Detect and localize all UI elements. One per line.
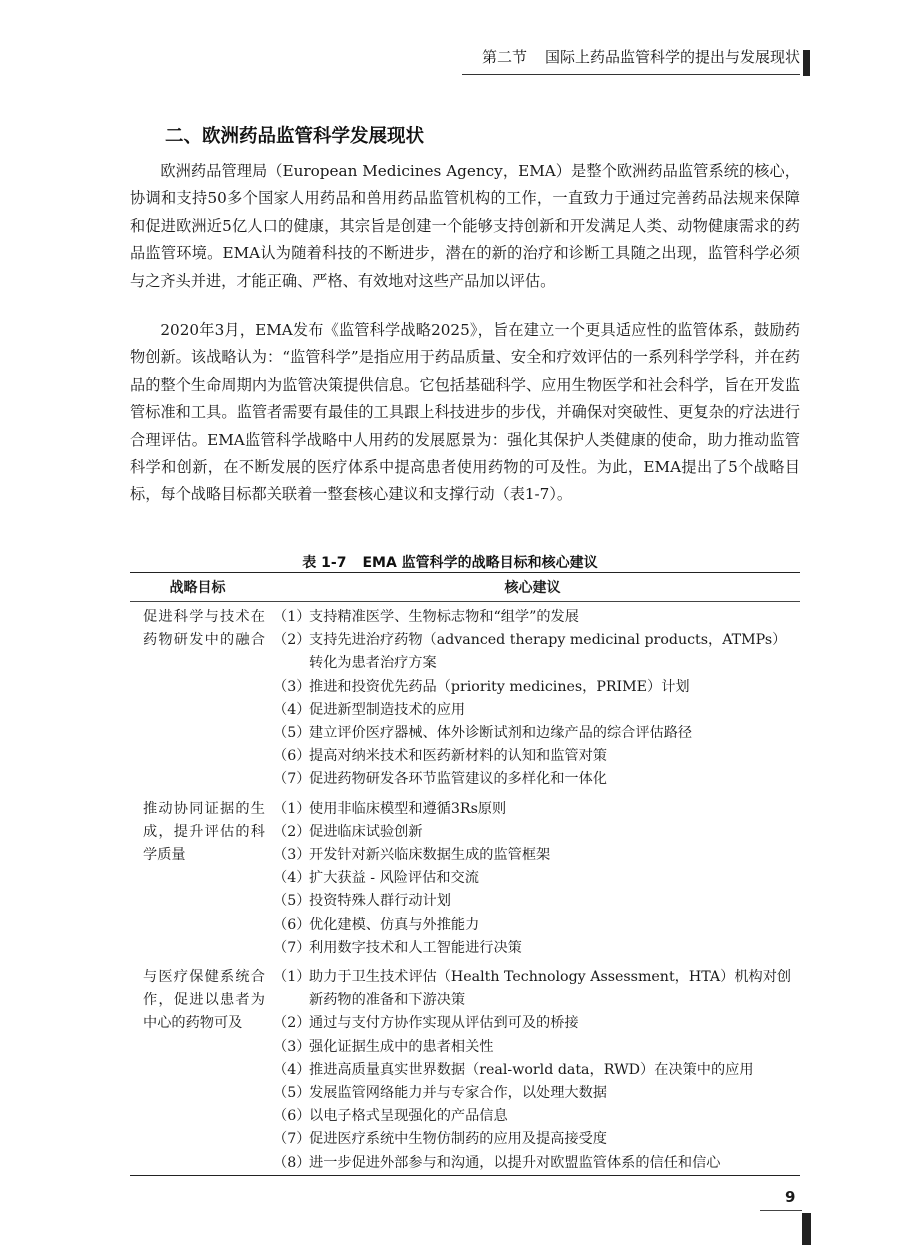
recommendation-item (273, 1012, 800, 1035)
recommendation-number: （6） (273, 748, 311, 765)
recommendation-number: （2） (273, 1015, 311, 1032)
recommendation-text: 进一步促进外部参与和沟通，以提升对欧盟监管体系的信任和信心 (309, 1154, 721, 1171)
footer-rule (760, 1210, 802, 1211)
recommendation-text: 推进高质量真实世界数据（real-world data，RWD）在决策中的应用 (309, 1061, 754, 1078)
recommendation-number: （7） (273, 939, 311, 956)
recommendation-number: （6） (273, 916, 311, 933)
strategic-goal: 与医疗保健系统合作，促进以患者为中心的药物可及 (143, 969, 265, 1032)
recommendation-text: 助力于卫生技术评估（Health Technology Assessment，HTA）机构对创新药物的准备和下游决策 (309, 969, 792, 1009)
recommendation-number: （4） (273, 870, 311, 887)
strategy-table (130, 572, 800, 1176)
recommendation-item (273, 914, 800, 937)
recommendation-text: 建立评价医疗器械、体外诊断试剂和边缘产品的综合评估路径 (309, 725, 693, 742)
page-number: 9 (785, 1188, 796, 1206)
recommendation-number: （1） (273, 969, 311, 986)
recommendation-item (273, 1128, 800, 1151)
recommendation-number: （7） (273, 771, 311, 788)
recommendation-text: 促进新型制造技术的应用 (309, 701, 466, 718)
paragraph-ema-intro: 欧洲药品管理局（European Medicines Agency，EMA）是整个欧洲药品监管系统的核心，协调和支持50多个国家人用药品和兽用药品监管机构的工作，一直致力于通过完善药品法规来保障和促进欧洲近5亿人口的健康，其宗旨是创建一个能够支持创新和开发满足人类、动物健康需求的药品监管环境。EMA认为随着科技的不断进步，潜在的新的治疗和诊断工具随之出现，监管科学必须与之齐头并进，才能正确、严格、有效地对这些产品加以评估。 (130, 162, 800, 290)
recommendation-item (273, 676, 800, 699)
recommendation-item (273, 606, 800, 629)
recommendation-number: （5） (273, 1085, 311, 1102)
recommendation-item (273, 867, 800, 890)
recommendation-list (273, 966, 800, 1175)
recommendation-text: 利用数字技术和人工智能进行决策 (309, 939, 522, 956)
recommendation-text: 优化建模、仿真与外推能力 (309, 916, 480, 933)
recommendation-text: 投资特殊人群行动计划 (309, 893, 451, 910)
running-header (300, 46, 810, 67)
recommendation-text: 促进医疗系统中生物仿制药的应用及提高接受度 (309, 1131, 607, 1148)
recommendation-item (273, 821, 800, 844)
recommendation-number: （7） (273, 1131, 311, 1148)
recommendation-number: （1） (273, 800, 311, 817)
recommendation-number: （6） (273, 1108, 311, 1125)
recommendation-text: 推进和投资优先药品（priority medicines，PRIME）计划 (309, 678, 690, 695)
strategic-goal: 推动协同证据的生成，提升评估的科学质量 (143, 800, 265, 864)
recommendation-number: （5） (273, 725, 311, 742)
section-heading: 二、欧洲药品监管科学发展现状 (165, 126, 425, 147)
column-header-recs: 核心建议 (504, 580, 561, 596)
recommendation-text: 支持先进治疗药物（advanced therapy medicinal products，ATMPs）转化为患者治疗方案 (309, 632, 787, 672)
column-header-goal: 战略目标 (169, 580, 226, 596)
recommendation-text: 以电子格式呈现强化的产品信息 (309, 1108, 508, 1125)
footer-edge-bar (802, 1213, 811, 1245)
recommendation-number: （2） (273, 632, 311, 649)
recommendation-number: （4） (273, 701, 311, 718)
recommendation-item (273, 629, 800, 675)
table-caption-title: EMA 监管科学的战略目标和核心建议 (362, 555, 598, 571)
table-caption-number: 表 1-7 (302, 555, 347, 571)
recommendation-number: （3） (273, 678, 311, 695)
strategic-goal: 促进科学与技术在药物研发中的融合 (143, 609, 265, 649)
recommendation-item (273, 1105, 800, 1128)
table-group (130, 798, 800, 960)
recommendation-text: 促进临床试验创新 (309, 823, 423, 840)
recommendation-item (273, 768, 800, 791)
recommendation-text: 通过与支付方协作实现从评估到可及的桥接 (309, 1015, 579, 1032)
recommendation-text: 支持精准医学、生物标志物和“组学”的发展 (309, 609, 579, 625)
table-group (130, 966, 800, 1175)
recommendation-number: （5） (273, 893, 311, 910)
recommendation-number: （3） (273, 1038, 311, 1055)
recommendation-text: 发展监管网络能力并与专家合作，以处理大数据 (309, 1085, 607, 1102)
recommendation-item (273, 798, 800, 821)
header-edge-bar (803, 50, 810, 76)
recommendation-text: 促进药物研发各环节监管建议的多样化和一体化 (309, 771, 607, 788)
running-header-title: 国际上药品监管科学的提出与发展现状 (544, 48, 800, 66)
paragraph-strategy-2025: 2020年3月，EMA发布《监管科学战略2025》，旨在建立一个更具适应性的监管体系，鼓励药物创新。该战略认为：“监管科学”是指应用于药品质量、安全和疗效评估的一系列科学学科，并在药品的整个生命周期内为监管决策提供信息。它包括基础科学、应用生物医学和社会科学，旨在开发监管标准和工具。监管者需要有最佳的工具跟上科技进步的步伐，并确保对突破性、更复杂的疗法进行合理评估。EMA监管科学战略中人用药的发展愿景为：强化其保护人类健康的使命，助力推动监管科学和创新，在不断发展的医疗体系中提高患者使用药物的可及性。为此，EMA提出了5个战略目标，每个战略目标都关联着一整套核心建议和支撑行动（表1-7）。 (130, 321, 800, 504)
recommendation-item (273, 966, 800, 1012)
recommendation-text: 提高对纳米技术和医药新材料的认知和监管对策 (309, 748, 607, 765)
recommendation-number: （8） (273, 1154, 311, 1171)
recommendation-text: 开发针对新兴临床数据生成的监管框架 (309, 847, 551, 864)
recommendation-item (273, 1036, 800, 1059)
recommendation-item (273, 699, 800, 722)
table-header-row (130, 573, 800, 602)
recommendation-text: 扩大获益 - 风险评估和交流 (309, 870, 479, 887)
recommendation-text: 使用非临床模型和遵循3Rs原则 (309, 800, 507, 817)
recommendation-item (273, 745, 800, 768)
table-group (130, 606, 800, 792)
recommendation-list (273, 798, 800, 960)
recommendation-item (273, 1152, 800, 1175)
recommendation-item (273, 890, 800, 913)
header-rule (462, 74, 800, 75)
recommendation-number: （4） (273, 1061, 311, 1078)
recommendation-item (273, 1059, 800, 1082)
recommendation-number: （1） (273, 609, 311, 625)
recommendation-text: 强化证据生成中的患者相关性 (309, 1038, 494, 1055)
running-header-section: 第二节 (481, 48, 527, 66)
recommendation-item (273, 844, 800, 867)
recommendation-number: （3） (273, 847, 311, 864)
recommendation-item (273, 722, 800, 745)
table-caption (0, 552, 900, 572)
recommendation-number: （2） (273, 823, 311, 840)
recommendation-list (273, 606, 800, 792)
recommendation-item (273, 937, 800, 960)
recommendation-item (273, 1082, 800, 1105)
